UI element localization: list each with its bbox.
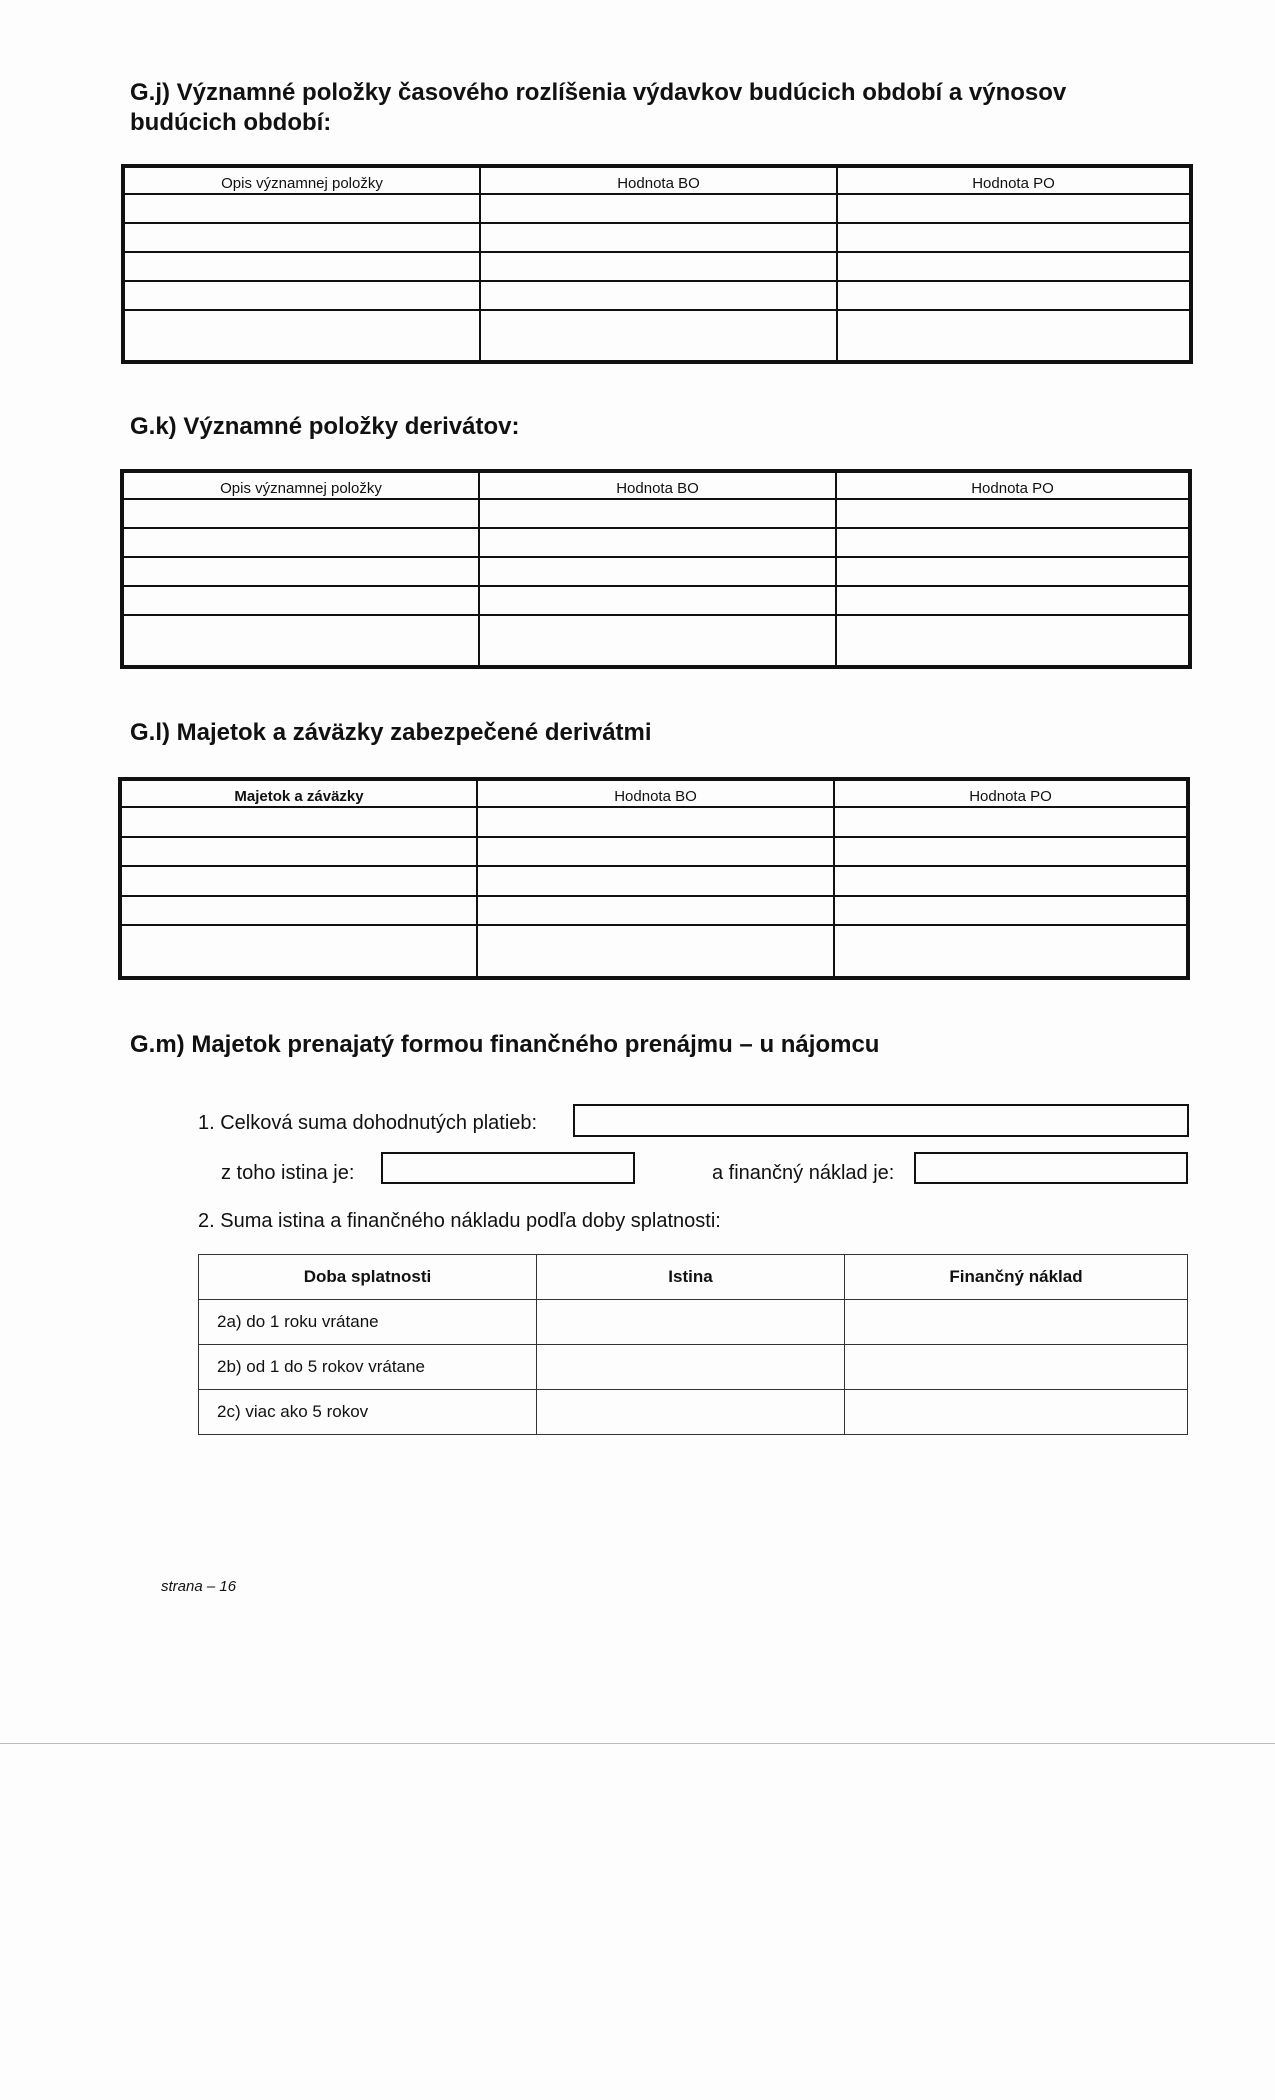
finance-cost-label: a finančný náklad je: <box>712 1162 895 1184</box>
table-row <box>123 194 1191 223</box>
input-cell[interactable] <box>837 194 1191 223</box>
input-cell[interactable] <box>479 615 836 667</box>
section-j-table <box>121 164 1193 364</box>
input-cell[interactable] <box>123 310 480 362</box>
input-cell[interactable] <box>480 252 837 281</box>
section-j-title: G.j) Významné položky časového rozlíšenia výdavkov budúcich období a výnosov budúcich období: <box>130 79 1067 136</box>
input-cell[interactable] <box>479 499 836 528</box>
table-row <box>122 557 1190 586</box>
input-cell[interactable] <box>480 194 837 223</box>
input-cell[interactable] <box>834 807 1188 836</box>
input-cell[interactable] <box>845 1345 1188 1390</box>
input-cell[interactable] <box>845 1390 1188 1435</box>
input-cell[interactable] <box>836 586 1190 615</box>
input-cell[interactable] <box>477 866 834 895</box>
col-header-value-bo: Hodnota BO <box>479 471 836 499</box>
input-cell[interactable] <box>120 866 477 895</box>
total-payments-field[interactable] <box>573 1104 1189 1137</box>
input-cell[interactable] <box>834 837 1188 866</box>
input-cell[interactable] <box>120 837 477 866</box>
input-cell[interactable] <box>837 223 1191 252</box>
input-cell[interactable] <box>479 557 836 586</box>
finance-cost-field[interactable] <box>914 1152 1188 1184</box>
input-cell[interactable] <box>537 1300 845 1345</box>
input-cell[interactable] <box>537 1390 845 1435</box>
input-cell[interactable] <box>837 252 1191 281</box>
col-header-maturity: Doba splatnosti <box>199 1255 537 1300</box>
table-row <box>120 807 1188 836</box>
input-cell[interactable] <box>480 223 837 252</box>
table-row <box>120 896 1188 925</box>
input-cell[interactable] <box>123 252 480 281</box>
input-cell[interactable] <box>122 528 479 557</box>
input-cell[interactable] <box>122 499 479 528</box>
table-row <box>199 1345 1188 1390</box>
principal-label: z toho istina je: <box>221 1162 355 1184</box>
input-cell[interactable] <box>834 925 1188 978</box>
col-header-value-bo: Hodnota BO <box>480 166 837 194</box>
table-row <box>122 528 1190 557</box>
input-cell[interactable] <box>122 557 479 586</box>
table-row <box>123 252 1191 281</box>
table-row <box>120 866 1188 895</box>
table-row <box>122 586 1190 615</box>
input-cell[interactable] <box>845 1300 1188 1345</box>
input-cell[interactable] <box>120 896 477 925</box>
input-cell[interactable] <box>837 310 1191 362</box>
input-cell[interactable] <box>480 281 837 310</box>
input-cell[interactable] <box>122 615 479 667</box>
input-cell[interactable] <box>120 807 477 836</box>
input-cell[interactable] <box>477 896 834 925</box>
col-header-assets-liabilities: Majetok a záväzky <box>120 779 477 807</box>
maturity-table <box>198 1254 1188 1435</box>
input-cell[interactable] <box>537 1345 845 1390</box>
col-header-description: Opis významnej položky <box>123 166 480 194</box>
table-row <box>122 615 1190 667</box>
table-row <box>199 1390 1188 1435</box>
section-k-title: G.k) Významné položky derivátov: <box>130 413 520 440</box>
row-label: 2a) do 1 roku vrátane <box>199 1300 537 1345</box>
input-cell[interactable] <box>480 310 837 362</box>
input-cell[interactable] <box>123 194 480 223</box>
input-cell[interactable] <box>834 866 1188 895</box>
input-cell[interactable] <box>836 557 1190 586</box>
col-header-finance-cost: Finančný náklad <box>845 1255 1188 1300</box>
input-cell[interactable] <box>477 837 834 866</box>
col-header-value-po: Hodnota PO <box>834 779 1188 807</box>
section-m-title: G.m) Majetok prenajatý formou finančného prenájmu – u nájomcu <box>130 1031 880 1058</box>
input-cell[interactable] <box>122 586 479 615</box>
input-cell[interactable] <box>477 925 834 978</box>
input-cell[interactable] <box>836 499 1190 528</box>
input-cell[interactable] <box>123 223 480 252</box>
table-row <box>120 837 1188 866</box>
input-cell[interactable] <box>834 896 1188 925</box>
total-payments-label: 1. Celková suma dohodnutých platieb: <box>198 1112 538 1134</box>
table-row <box>122 499 1190 528</box>
section-l-title: G.l) Majetok a záväzky zabezpečené derivátmi <box>130 719 652 746</box>
row-label: 2b) od 1 do 5 rokov vrátane <box>199 1345 537 1390</box>
col-header-value-bo: Hodnota BO <box>477 779 834 807</box>
row-label: 2c) viac ako 5 rokov <box>199 1390 537 1435</box>
input-cell[interactable] <box>837 281 1191 310</box>
input-cell[interactable] <box>123 281 480 310</box>
section-k-table <box>120 469 1192 669</box>
principal-field[interactable] <box>381 1152 635 1184</box>
table-row <box>123 310 1191 362</box>
col-header-value-po: Hodnota PO <box>837 166 1191 194</box>
col-header-description: Opis významnej položky <box>122 471 479 499</box>
input-cell[interactable] <box>477 807 834 836</box>
table-row <box>123 281 1191 310</box>
input-cell[interactable] <box>479 586 836 615</box>
col-header-value-po: Hodnota PO <box>836 471 1190 499</box>
page-number: strana – 16 <box>161 1578 237 1595</box>
input-cell[interactable] <box>120 925 477 978</box>
scan-edge-divider <box>0 1743 1275 1744</box>
input-cell[interactable] <box>479 528 836 557</box>
table-row <box>120 925 1188 978</box>
col-header-principal: Istina <box>537 1255 845 1300</box>
table-row <box>199 1300 1188 1345</box>
section-l-table <box>118 777 1190 980</box>
input-cell[interactable] <box>836 528 1190 557</box>
input-cell[interactable] <box>836 615 1190 667</box>
maturity-split-label: 2. Suma istina a finančného nákladu podľa doby splatnosti: <box>198 1210 721 1232</box>
table-row <box>123 223 1191 252</box>
